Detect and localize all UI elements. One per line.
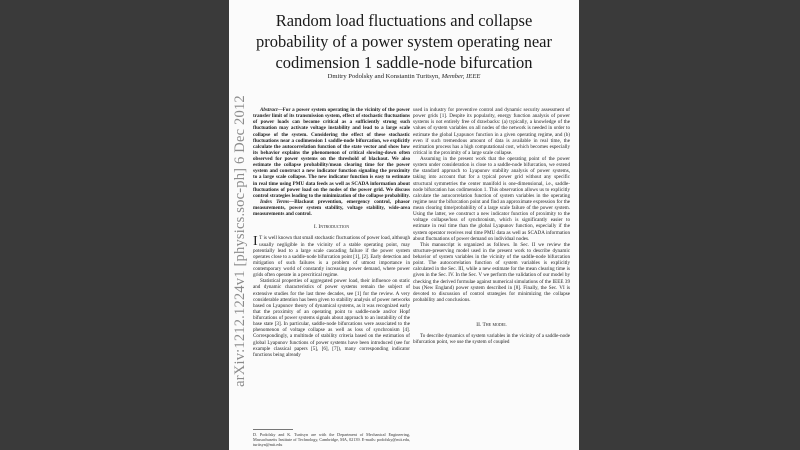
intro-paragraph-1-text: T is well known that small stochastic fluctuations of power load, although usually negligible in the vicinity of a stable operating point, may potentially lead to a large scale cascading failure if the power system operates close to a saddle-node bifurcation point [1], [2]. Early detection and mitigation of such failures is a problem of utmost importance in contemporary world of constantly increasing power demand, where power grids often operate in a precritical regime. xyxy=(253,235,410,279)
author-footnote: D. Podolsky and K. Turitsyn are with the Department of Mechanical Engineering, Massachusetts Institute of Technology, Cambridge, MA, 02139. E-mails: podolsky@mit.edu, turitsyn@mit.edu xyxy=(253,432,410,447)
abstract-label: Abstract xyxy=(260,107,278,113)
abstract xyxy=(253,107,410,199)
arxiv-stamp: arXiv:1212.1224v1 [physics.soc-ph] 6 Dec 2012 xyxy=(232,95,248,387)
right-paragraph-2: Assuming in the present work that the operating point of the power system under consideration is close to a saddle-node bifurcation, we extend the standard approach to Lyapunov stability analysis of power systems, taking into account that for a typical power grid without any specific structural symmetries the center manifold is one-dimensional, i.e., saddle-node bifurcation has codimension 1. This observation allows us to explicitly calculate the autocorrelation function of system variables in the operating regime near the bifurcation point and find an approximate expression for the mean clearing time/probability of a large scale failure of the power system. Using the latter, we construct a new indicator function of proximity to the voltage collapse/loss of synchronism, which is significantly easier to estimate in real time than the global Lyapunov function, especially if the system operator receives real time PMU data as well as SCADA information about fluctuations of power demand on individual nodes. xyxy=(413,156,570,242)
abstract-text: —For a power system operating in the vicinity of the power transfer limit of its transmission system, effect of stochastic fluctuations of power loads can become critical as a sufficiently strong such fluctuation may activate voltage instability and lead to a large scale collapse of the system. Considering the effect of these stochastic fluctuations near a codimension 1 saddle-node bifurcation, we explicitly calculate the autocorrelation function of the state vector and show how its behavior explains the phenomenon of critical slowing-down often observed for power systems on the threshold of blackout. We also estimate the collapse probability/mean clearing time for the power system and construct a new indicator function signaling the proximity to a large scale collapse. The new indicator function is easy to estimate in real time using PMU data feeds as well as SCADA information about fluctuations of power load on the nodes of the power grid. We discuss control strategies leading to the minimization of the collapse probability. xyxy=(253,107,410,199)
paper-title: Random load fluctuations and collapse probability of a power system operating near codimension 1 saddle-node bifurcation xyxy=(256,11,552,72)
intro-paragraph-2: Statistical properties of aggregated power load, their influence on static and dynamic characteristics of power systems remain the subject of extensive studies for the last three decades, see [1] for the review. A very considerable attention has been given to stability analysis of power networks based on Lyapunov theory of dynamical systems, as it was recognized early that the proximity of an operating point to saddle-node and/or Hopf bifurcations of power systems signals about approach to an instability of the base state [3]. In particular, saddle-node bifurcations were associated to the phenomenon of voltage collapse as well as loss of synchronism [4]. Correspondingly, a multitude of stability criteria based on the estimation of global Lyapunov functions of power systems have been introduced (see for example classical papers [5], [6], [7]), many corresponding indicator functions being already xyxy=(253,278,410,358)
index-terms xyxy=(253,199,410,217)
index-text: —Blackout prevention, emergency control, phasor measurements, power system stability, voltage stability, wide-area measurements and control. xyxy=(253,198,410,218)
section-heading-model: II. The model xyxy=(476,322,507,328)
right-paragraph-4: To describe dynamics of system variables in the vicinity of a saddle-node bifurcation point, we use the system of coupled xyxy=(413,333,570,346)
drop-cap: I xyxy=(253,234,258,250)
paper-page xyxy=(229,0,579,450)
index-label: Index Terms xyxy=(260,198,290,205)
left-column xyxy=(253,107,410,358)
section-heading-introduction: I. Introduction xyxy=(313,224,350,231)
intro-paragraph-1 xyxy=(253,235,410,278)
right-paragraph-3: This manuscript is organized as follows. In Sec. II we review the structure-preserving model used in the present work to describe dynamic behavior of system variables in the vicinity of the saddle-node bifurcation point. The autocorrelation function of system variables is explicitly calculated in the Sec. III, while a new estimate for the mean clearing time is given in the Sec. IV. In the Sec. V we perform the validation of our model by checking the derived formulae against numerical simulations of the IEEE 39 bus (New England) power system described in [8]. Finally, the Sec. VI is devoted to discussion of control strategies for minimizing the collapse probability and conclusions. xyxy=(413,241,570,303)
right-paragraph-1: used in industry for preventive control and dynamic security assessment of power grids [1]. Despite its popularity, energy function analysis of power systems is not entirely free of drawbacks: (a) typically, a knowledge of the values of system variables on all nodes of the network is needed in order to estimate the global Lyapunov function in a given operating regime, and (b) even if such tremendous amount of data is available in real time, the estimation process has a high computational cost, which becomes especially critical in the proximity of a large scale collapse. xyxy=(413,107,570,156)
footnote-rule xyxy=(253,429,293,430)
authors-line xyxy=(249,73,559,80)
author-role: Member, IEEE xyxy=(441,73,481,80)
author-names: Dmitry Podolsky and Konstantin Turitsyn, xyxy=(327,73,440,80)
right-column xyxy=(413,107,570,345)
